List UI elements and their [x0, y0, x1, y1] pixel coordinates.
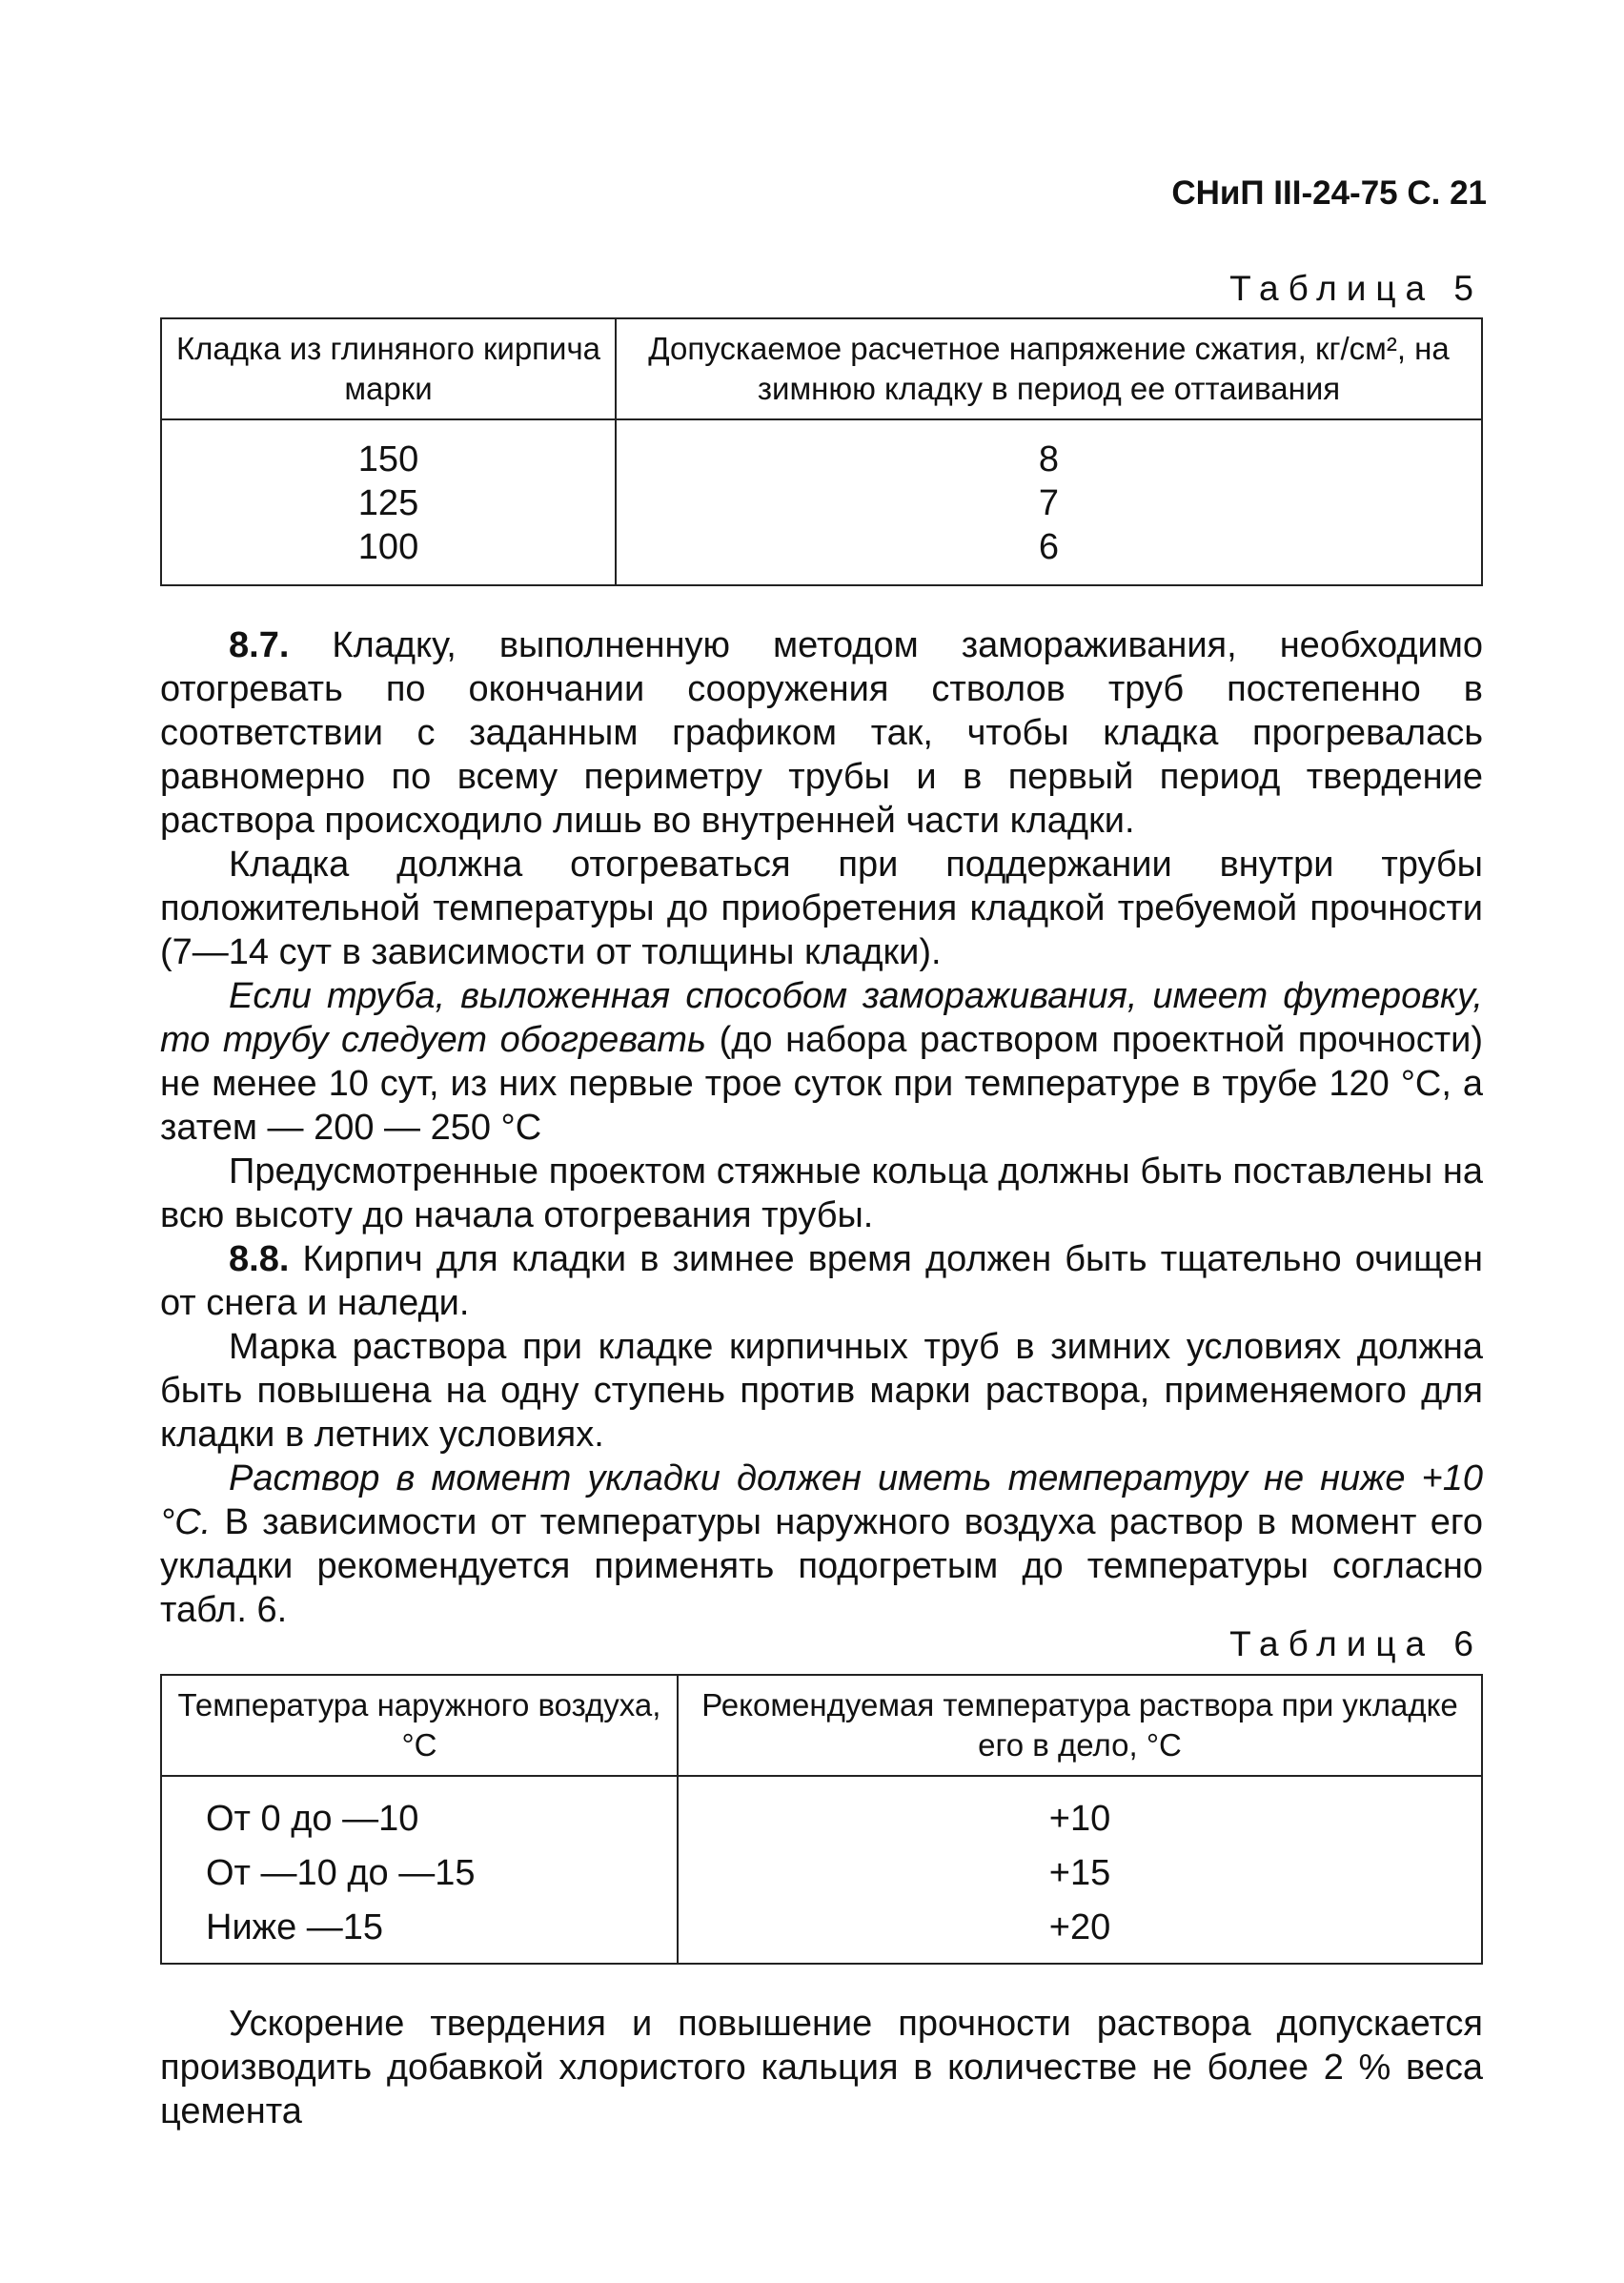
- paragraph-lined-chimney: [160, 974, 1483, 1150]
- table-5-caption: Таблица 5: [1229, 269, 1483, 308]
- paragraph-mortar-grade: [160, 1325, 1483, 1457]
- table-5-brand-column: [161, 419, 616, 585]
- paragraph-text: Предусмотренные проектом стяжные кольца должны быть поставлены на всю высоту до начала отогревания трубы.: [160, 1152, 1483, 1235]
- table-5: [160, 317, 1483, 586]
- paragraph-text: В зависимости от температуры наружного воздуха раствор в момент его укладки рекомендуется применять подогретым до температуры согласно табл. 6.: [160, 1502, 1484, 1630]
- table-6-caption: Таблица 6: [1229, 1624, 1483, 1663]
- paragraph-mortar-temperature: [160, 1457, 1483, 1632]
- table-6-body-row: [161, 1776, 1482, 1964]
- table-6-mortar-column: [678, 1776, 1482, 1964]
- paragraph-italic-text: Если труба, выложенная способом замораживания, имеет футеровку, то трубу следует обогревать: [160, 976, 1483, 1060]
- table-5-col2-header: Допускаемое расчетное напряжение сжатия, кг/см², на зимнюю кладку в период ее оттаивания: [616, 318, 1482, 419]
- paragraph-text: (до набора раствором проектной прочности) не менее 10 сут, из них первые трое суток при температуре в трубе 120 °С, а затем — 200 — 250 °С: [160, 1020, 1483, 1148]
- clause-number: 8.7.: [229, 625, 290, 665]
- table-6-mortar-value: +10: [1048, 1799, 1111, 1839]
- table-5-brand-value: 100: [357, 527, 419, 567]
- table-5-brand-value: 125: [357, 483, 419, 523]
- clause-number: 8.8.: [229, 1239, 290, 1279]
- table-5-stress-value: 7: [1038, 483, 1060, 523]
- paragraph-heating-temperature: [160, 843, 1483, 974]
- paragraph-calcium-chloride: [160, 2002, 1483, 2133]
- paragraph-tie-rings: [160, 1150, 1483, 1237]
- table-6: [160, 1674, 1483, 1965]
- page-header: СНиП III-24-75 С. 21: [1171, 174, 1487, 212]
- table-6-mortar-value: +20: [1048, 1907, 1111, 1947]
- table-5-stress-value: 6: [1038, 527, 1060, 567]
- paragraph-text: Кладку, выполненную методом замораживания, необходимо отогревать по окончании сооружения стволов труб постепенно в соответствии с заданным графиком так, чтобы кладка прогревалась равномерно по всему периметру трубы и в первый период твердение раствора происходило лишь во внутренней части кладки.: [160, 625, 1483, 841]
- table-6-mortar-value: +15: [1048, 1853, 1111, 1893]
- table-5-brand-value: 150: [357, 439, 419, 479]
- paragraph-text: Ускорение твердения и повышение прочности раствора допускается производить добавкой хлористого кальция в количестве не более 2 % веса цемента: [160, 2004, 1483, 2131]
- table-6-air-column: [161, 1776, 678, 1964]
- table-5-header-row: [161, 318, 1482, 419]
- table-6-col2-header: Рекомендуемая температура раствора при укладке его в дело, °С: [678, 1675, 1482, 1776]
- paragraph-8-8: [160, 1237, 1483, 1325]
- paragraph-italic-text: Раствор в момент укладки должен иметь температуру не ниже +10 °С.: [160, 1458, 1483, 1542]
- table-6-air-value: От —10 до —15: [206, 1853, 476, 1893]
- paragraph-text: Марка раствора при кладке кирпичных труб в зимних условиях должна быть повышена на одну ступень против марки раствора, применяемого для кладки в летних условиях.: [160, 1327, 1483, 1455]
- table-5-body-row: [161, 419, 1482, 585]
- table-6-air-value: Ниже —15: [206, 1907, 384, 1947]
- table-6-header-row: [161, 1675, 1482, 1776]
- paragraph-text: Кирпич для кладки в зимнее время должен быть тщательно очищен от снега и наледи.: [160, 1239, 1483, 1323]
- table-5-stress-value: 8: [1038, 439, 1060, 479]
- table-6-air-value: От 0 до —10: [206, 1799, 419, 1839]
- table-6-col1-header: Температура наружного воздуха, °С: [161, 1675, 678, 1776]
- table-5-stress-column: [616, 419, 1482, 585]
- table-5-col1-header: Кладка из глиняного кирпича марки: [161, 318, 616, 419]
- paragraph-text: Кладка должна отогреваться при поддержании внутри трубы положительной температуры до приобретения кладкой требуемой прочности (7—14 сут в зависимости от толщины кладки).: [160, 845, 1483, 972]
- paragraph-8-7: [160, 623, 1483, 843]
